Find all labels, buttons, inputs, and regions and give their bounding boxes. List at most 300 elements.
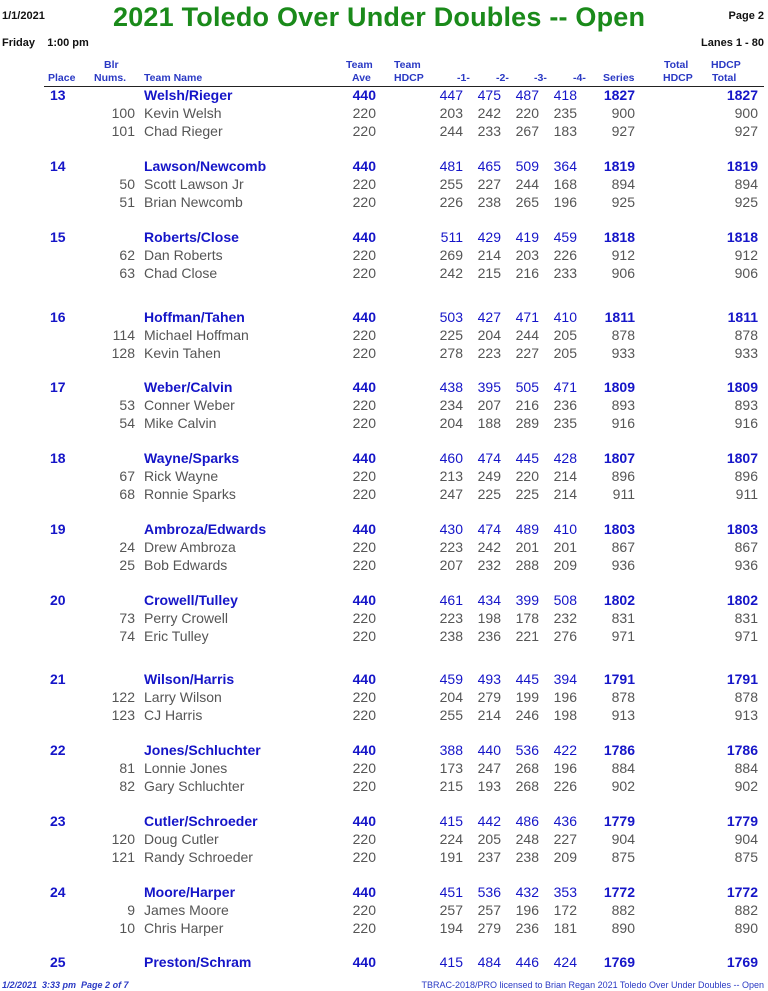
bowler-hdcp-total: 933 bbox=[734, 345, 758, 361]
bowler-average: 220 bbox=[352, 397, 376, 413]
team-row bbox=[0, 883, 768, 901]
col-blr-top: Blr bbox=[104, 59, 119, 71]
bowler-hdcp-total: 902 bbox=[734, 778, 758, 794]
bowler-game-3: 267 bbox=[515, 123, 539, 139]
bowler-game-3: 244 bbox=[515, 176, 539, 192]
bowler-average: 220 bbox=[352, 628, 376, 644]
team-average: 440 bbox=[352, 87, 376, 103]
bowler-game-4: 205 bbox=[553, 327, 577, 343]
bowler-series: 904 bbox=[611, 831, 635, 847]
team-series: 1802 bbox=[603, 592, 635, 608]
team-game-1: 430 bbox=[439, 521, 463, 537]
team-game-2: 475 bbox=[477, 87, 501, 103]
bowler-game-3: 216 bbox=[515, 265, 539, 281]
bowler-game-1: 269 bbox=[439, 247, 463, 263]
team-game-1: 447 bbox=[439, 87, 463, 103]
bowler-row bbox=[0, 538, 768, 556]
team-hdcp-total: 1803 bbox=[726, 521, 758, 537]
team-game-3: 486 bbox=[515, 813, 539, 829]
bowler-average: 220 bbox=[352, 920, 376, 936]
team-row bbox=[0, 157, 768, 175]
team-series: 1809 bbox=[603, 379, 635, 395]
team-game-3: 471 bbox=[515, 309, 539, 325]
bowler-row bbox=[0, 627, 768, 645]
bowler-row bbox=[0, 919, 768, 937]
bowler-game-1: 226 bbox=[439, 194, 463, 210]
bowler-game-2: 237 bbox=[477, 849, 501, 865]
bowler-average: 220 bbox=[352, 760, 376, 776]
team-average: 440 bbox=[352, 229, 376, 245]
col-team-hdcp-top: Team bbox=[394, 59, 421, 71]
bowler-game-3: 244 bbox=[515, 327, 539, 343]
team-game-2: 474 bbox=[477, 450, 501, 466]
team-hdcp-total: 1772 bbox=[726, 884, 758, 900]
bowler-series: 831 bbox=[611, 610, 635, 626]
col-team-hdcp-bottom: HDCP bbox=[394, 72, 424, 84]
team-name: Preston/Schram bbox=[144, 954, 252, 970]
team-row bbox=[0, 741, 768, 759]
bowler-number: 51 bbox=[119, 194, 135, 210]
team-game-3: 419 bbox=[515, 229, 539, 245]
bowler-name: Perry Crowell bbox=[144, 610, 229, 626]
page-number: Page 2 bbox=[728, 10, 764, 22]
team-game-4: 353 bbox=[553, 884, 577, 900]
bowler-series: 902 bbox=[611, 778, 635, 794]
bowler-game-3: 220 bbox=[515, 105, 539, 121]
team-name: Hoffman/Tahen bbox=[144, 309, 245, 325]
team-row bbox=[0, 86, 768, 104]
bowler-game-2: 279 bbox=[477, 920, 501, 936]
bowler-game-1: 242 bbox=[439, 265, 463, 281]
bowler-average: 220 bbox=[352, 902, 376, 918]
bowler-name: Kevin Tahen bbox=[144, 345, 221, 361]
team-series: 1791 bbox=[603, 671, 635, 687]
bowler-game-1: 191 bbox=[439, 849, 463, 865]
bowler-game-1: 255 bbox=[439, 176, 463, 192]
bowler-hdcp-total: 893 bbox=[734, 397, 758, 413]
bowler-game-3: 248 bbox=[515, 831, 539, 847]
team-game-2: 427 bbox=[477, 309, 501, 325]
bowler-hdcp-total: 900 bbox=[734, 105, 758, 121]
bowler-name: Michael Hoffman bbox=[144, 327, 249, 343]
bowler-series: 913 bbox=[611, 707, 635, 723]
lanes-info: Lanes 1 - 80 bbox=[701, 37, 764, 49]
team-game-4: 428 bbox=[553, 450, 577, 466]
bowler-average: 220 bbox=[352, 849, 376, 865]
bowler-name: Conner Weber bbox=[144, 397, 235, 413]
team-average: 440 bbox=[352, 671, 376, 687]
team-hdcp-total: 1809 bbox=[726, 379, 758, 395]
bowler-game-1: 247 bbox=[439, 486, 463, 502]
team-average: 440 bbox=[352, 158, 376, 174]
team-name: Jones/Schluchter bbox=[144, 742, 261, 758]
team-game-1: 415 bbox=[439, 813, 463, 829]
bowler-name: Gary Schluchter bbox=[144, 778, 245, 794]
bowler-number: 101 bbox=[111, 123, 135, 139]
bowler-game-2: 214 bbox=[477, 247, 501, 263]
bowler-game-1: 204 bbox=[439, 689, 463, 705]
bowler-name: Kevin Welsh bbox=[144, 105, 222, 121]
col-hdcp-total-top: HDCP bbox=[711, 59, 741, 71]
bowler-game-4: 227 bbox=[553, 831, 577, 847]
bowler-number: 81 bbox=[119, 760, 135, 776]
bowler-game-2: 223 bbox=[477, 345, 501, 361]
bowler-game-2: 232 bbox=[477, 557, 501, 573]
bowler-game-4: 172 bbox=[553, 902, 577, 918]
bowler-game-1: 255 bbox=[439, 707, 463, 723]
bowler-game-4: 198 bbox=[553, 707, 577, 723]
bowler-row bbox=[0, 467, 768, 485]
bowler-game-3: 216 bbox=[515, 397, 539, 413]
bowler-average: 220 bbox=[352, 778, 376, 794]
bowler-number: 25 bbox=[119, 557, 135, 573]
bowler-game-3: 246 bbox=[515, 707, 539, 723]
bowler-hdcp-total: 912 bbox=[734, 247, 758, 263]
col-blr-bottom: Nums. bbox=[94, 72, 127, 84]
bowler-row bbox=[0, 175, 768, 193]
team-name: Weber/Calvin bbox=[144, 379, 233, 395]
bowler-average: 220 bbox=[352, 123, 376, 139]
team-hdcp-total: 1819 bbox=[726, 158, 758, 174]
footer-printed: 1/2/2021 3:33 pm Page 2 of 7 bbox=[2, 980, 129, 990]
team-game-1: 459 bbox=[439, 671, 463, 687]
team-game-2: 484 bbox=[477, 954, 501, 970]
team-game-3: 445 bbox=[515, 671, 539, 687]
team-game-1: 503 bbox=[439, 309, 463, 325]
bowler-game-1: 238 bbox=[439, 628, 463, 644]
bowler-row bbox=[0, 901, 768, 919]
team-row bbox=[0, 308, 768, 326]
bowler-series: 878 bbox=[611, 689, 635, 705]
team-game-4: 422 bbox=[553, 742, 577, 758]
bowler-average: 220 bbox=[352, 557, 376, 573]
bowler-row bbox=[0, 777, 768, 795]
team-series: 1769 bbox=[603, 954, 635, 970]
team-game-1: 438 bbox=[439, 379, 463, 395]
bowler-hdcp-total: 925 bbox=[734, 194, 758, 210]
bowler-game-4: 232 bbox=[553, 610, 577, 626]
bowler-game-3: 236 bbox=[515, 920, 539, 936]
session-info: Friday 1:00 pm bbox=[2, 37, 89, 49]
team-series: 1819 bbox=[603, 158, 635, 174]
bowler-series: 867 bbox=[611, 539, 635, 555]
col-game-2: -2- bbox=[496, 72, 509, 84]
bowler-row bbox=[0, 830, 768, 848]
team-row bbox=[0, 228, 768, 246]
bowler-series: 911 bbox=[612, 486, 635, 502]
bowler-game-2: 279 bbox=[477, 689, 501, 705]
bowler-game-3: 178 bbox=[515, 610, 539, 626]
team-series: 1803 bbox=[603, 521, 635, 537]
team-place: 18 bbox=[50, 450, 66, 466]
bowler-game-2: 225 bbox=[477, 486, 501, 502]
team-series: 1818 bbox=[603, 229, 635, 245]
bowler-hdcp-total: 904 bbox=[734, 831, 758, 847]
bowler-game-2: 188 bbox=[477, 415, 501, 431]
bowler-hdcp-total: 971 bbox=[734, 628, 758, 644]
bowler-number: 62 bbox=[119, 247, 135, 263]
bowler-number: 50 bbox=[119, 176, 135, 192]
bowler-game-1: 194 bbox=[439, 920, 463, 936]
team-game-2: 493 bbox=[477, 671, 501, 687]
bowler-row bbox=[0, 104, 768, 122]
bowler-game-4: 196 bbox=[553, 689, 577, 705]
team-game-4: 436 bbox=[553, 813, 577, 829]
bowler-row bbox=[0, 414, 768, 432]
team-place: 20 bbox=[50, 592, 66, 608]
team-name: Crowell/Tulley bbox=[144, 592, 238, 608]
bowler-number: 114 bbox=[112, 327, 135, 343]
team-game-3: 489 bbox=[515, 521, 539, 537]
bowler-number: 120 bbox=[111, 831, 135, 847]
bowler-series: 912 bbox=[611, 247, 635, 263]
bowler-name: Scott Lawson Jr bbox=[144, 176, 244, 192]
team-game-3: 509 bbox=[515, 158, 539, 174]
bowler-series: 893 bbox=[611, 397, 635, 413]
team-place: 13 bbox=[50, 87, 66, 103]
bowler-series: 875 bbox=[611, 849, 635, 865]
bowler-game-1: 257 bbox=[439, 902, 463, 918]
bowler-average: 220 bbox=[352, 831, 376, 847]
bowler-game-3: 268 bbox=[515, 778, 539, 794]
bowler-hdcp-total: 913 bbox=[734, 707, 758, 723]
bowler-row bbox=[0, 759, 768, 777]
bowler-name: Brian Newcomb bbox=[144, 194, 243, 210]
team-average: 440 bbox=[352, 521, 376, 537]
bowler-average: 220 bbox=[352, 415, 376, 431]
bowler-name: Randy Schroeder bbox=[144, 849, 253, 865]
bowler-average: 220 bbox=[352, 486, 376, 502]
bowler-game-3: 238 bbox=[515, 849, 539, 865]
bowler-game-1: 207 bbox=[439, 557, 463, 573]
team-average: 440 bbox=[352, 450, 376, 466]
bowler-row bbox=[0, 344, 768, 362]
bowler-hdcp-total: 875 bbox=[734, 849, 758, 865]
col-total-hdcp-bottom: HDCP bbox=[663, 72, 693, 84]
bowler-series: 882 bbox=[611, 902, 635, 918]
bowler-row bbox=[0, 609, 768, 627]
team-place: 23 bbox=[50, 813, 66, 829]
bowler-number: 67 bbox=[119, 468, 135, 484]
bowler-hdcp-total: 878 bbox=[734, 327, 758, 343]
bowler-game-4: 236 bbox=[553, 397, 577, 413]
team-name: Moore/Harper bbox=[144, 884, 236, 900]
bowler-row bbox=[0, 326, 768, 344]
bowler-name: Chad Rieger bbox=[144, 123, 223, 139]
bowler-name: Doug Cutler bbox=[144, 831, 219, 847]
bowler-row bbox=[0, 193, 768, 211]
bowler-number: 121 bbox=[111, 849, 135, 865]
team-row bbox=[0, 520, 768, 538]
team-game-4: 364 bbox=[553, 158, 577, 174]
bowler-game-2: 214 bbox=[477, 707, 501, 723]
bowler-game-1: 204 bbox=[439, 415, 463, 431]
bowler-series: 896 bbox=[611, 468, 635, 484]
bowler-game-1: 234 bbox=[439, 397, 463, 413]
team-game-4: 424 bbox=[553, 954, 577, 970]
bowler-name: Chris Harper bbox=[144, 920, 224, 936]
team-name: Roberts/Close bbox=[144, 229, 239, 245]
bowler-series: 933 bbox=[611, 345, 635, 361]
team-game-3: 536 bbox=[515, 742, 539, 758]
bowler-game-3: 265 bbox=[515, 194, 539, 210]
col-place: Place bbox=[48, 72, 76, 84]
bowler-average: 220 bbox=[352, 247, 376, 263]
bowler-series: 900 bbox=[611, 105, 635, 121]
bowler-game-4: 226 bbox=[553, 778, 577, 794]
bowler-game-1: 203 bbox=[439, 105, 463, 121]
bowler-average: 220 bbox=[352, 327, 376, 343]
bowler-game-1: 213 bbox=[439, 468, 463, 484]
team-average: 440 bbox=[352, 813, 376, 829]
bowler-series: 884 bbox=[611, 760, 635, 776]
team-game-2: 442 bbox=[477, 813, 501, 829]
bowler-game-4: 233 bbox=[553, 265, 577, 281]
bowler-game-3: 199 bbox=[515, 689, 539, 705]
bowler-game-2: 215 bbox=[477, 265, 501, 281]
team-game-3: 487 bbox=[515, 87, 539, 103]
footer-license: TBRAC-2018/PRO licensed to Brian Regan 2021 Toledo Over Under Doubles -- Open bbox=[421, 980, 764, 990]
team-game-4: 410 bbox=[553, 521, 577, 537]
bowler-game-4: 181 bbox=[553, 920, 577, 936]
bowler-average: 220 bbox=[352, 176, 376, 192]
team-place: 15 bbox=[50, 229, 66, 245]
bowler-name: Rick Wayne bbox=[144, 468, 219, 484]
team-hdcp-total: 1791 bbox=[726, 671, 758, 687]
team-hdcp-total: 1811 bbox=[727, 309, 758, 325]
team-row bbox=[0, 449, 768, 467]
bowler-hdcp-total: 894 bbox=[734, 176, 758, 192]
team-place: 21 bbox=[50, 671, 66, 687]
bowler-series: 894 bbox=[611, 176, 635, 192]
bowler-number: 123 bbox=[111, 707, 135, 723]
bowler-game-3: 227 bbox=[515, 345, 539, 361]
bowler-game-4: 196 bbox=[553, 194, 577, 210]
bowler-game-2: 207 bbox=[477, 397, 501, 413]
bowler-game-3: 201 bbox=[515, 539, 539, 555]
bowler-name: Larry Wilson bbox=[144, 689, 222, 705]
bowler-number: 82 bbox=[119, 778, 135, 794]
report-date: 1/1/2021 bbox=[2, 10, 45, 22]
col-game-4: -4- bbox=[573, 72, 586, 84]
team-hdcp-total: 1827 bbox=[726, 87, 758, 103]
team-game-2: 429 bbox=[477, 229, 501, 245]
bowler-number: 122 bbox=[111, 689, 135, 705]
team-name: Wilson/Harris bbox=[144, 671, 235, 687]
col-series: Series bbox=[603, 72, 635, 84]
bowler-game-2: 238 bbox=[477, 194, 501, 210]
bowler-game-3: 196 bbox=[515, 902, 539, 918]
bowler-game-3: 221 bbox=[515, 628, 539, 644]
team-series: 1807 bbox=[603, 450, 635, 466]
bowler-game-2: 204 bbox=[477, 327, 501, 343]
bowler-average: 220 bbox=[352, 610, 376, 626]
team-game-3: 445 bbox=[515, 450, 539, 466]
bowler-name: Ronnie Sparks bbox=[144, 486, 236, 502]
bowler-row bbox=[0, 688, 768, 706]
team-game-4: 410 bbox=[553, 309, 577, 325]
bowler-name: Drew Ambroza bbox=[144, 539, 236, 555]
team-game-2: 536 bbox=[477, 884, 501, 900]
team-game-4: 508 bbox=[553, 592, 577, 608]
bowler-game-2: 193 bbox=[477, 778, 501, 794]
bowler-name: Lonnie Jones bbox=[144, 760, 228, 776]
bowler-row bbox=[0, 122, 768, 140]
team-average: 440 bbox=[352, 954, 376, 970]
team-hdcp-total: 1779 bbox=[726, 813, 758, 829]
bowler-number: 68 bbox=[119, 486, 135, 502]
team-row bbox=[0, 591, 768, 609]
team-place: 19 bbox=[50, 521, 66, 537]
team-game-3: 446 bbox=[515, 954, 539, 970]
bowler-game-2: 247 bbox=[477, 760, 501, 776]
bowler-hdcp-total: 884 bbox=[734, 760, 758, 776]
team-name: Lawson/Newcomb bbox=[144, 158, 267, 174]
col-team-ave-bottom: Ave bbox=[352, 72, 371, 84]
bowler-name: Dan Roberts bbox=[144, 247, 223, 263]
bowler-game-4: 214 bbox=[553, 468, 577, 484]
bowler-row bbox=[0, 848, 768, 866]
bowler-row bbox=[0, 556, 768, 574]
team-place: 14 bbox=[50, 158, 66, 174]
bowler-hdcp-total: 867 bbox=[734, 539, 758, 555]
bowler-series: 936 bbox=[611, 557, 635, 573]
bowler-game-1: 225 bbox=[439, 327, 463, 343]
bowler-game-4: 196 bbox=[553, 760, 577, 776]
bowler-game-1: 215 bbox=[439, 778, 463, 794]
team-place: 16 bbox=[50, 309, 66, 325]
bowler-game-4: 276 bbox=[553, 628, 577, 644]
bowler-game-4: 226 bbox=[553, 247, 577, 263]
bowler-hdcp-total: 831 bbox=[734, 610, 758, 626]
bowler-number: 54 bbox=[119, 415, 135, 431]
bowler-series: 971 bbox=[611, 628, 635, 644]
team-game-2: 440 bbox=[477, 742, 501, 758]
bowler-game-4: 201 bbox=[553, 539, 577, 555]
team-game-2: 474 bbox=[477, 521, 501, 537]
bowler-game-1: 223 bbox=[439, 539, 463, 555]
bowler-game-4: 168 bbox=[553, 176, 577, 192]
bowler-number: 53 bbox=[119, 397, 135, 413]
bowler-game-3: 289 bbox=[515, 415, 539, 431]
bowler-name: CJ Harris bbox=[144, 707, 203, 723]
bowler-game-1: 224 bbox=[439, 831, 463, 847]
bowler-average: 220 bbox=[352, 539, 376, 555]
bowler-game-4: 235 bbox=[553, 105, 577, 121]
bowler-average: 220 bbox=[352, 105, 376, 121]
bowler-row bbox=[0, 264, 768, 282]
bowler-game-2: 227 bbox=[477, 176, 501, 192]
bowler-game-3: 203 bbox=[515, 247, 539, 263]
team-average: 440 bbox=[352, 592, 376, 608]
team-hdcp-total: 1807 bbox=[726, 450, 758, 466]
bowler-name: Eric Tulley bbox=[144, 628, 209, 644]
bowler-row bbox=[0, 246, 768, 264]
bowler-hdcp-total: 890 bbox=[734, 920, 758, 936]
team-row bbox=[0, 378, 768, 396]
bowler-game-2: 233 bbox=[477, 123, 501, 139]
bowler-game-2: 242 bbox=[477, 539, 501, 555]
col-game-1: -1- bbox=[457, 72, 470, 84]
col-game-3: -3- bbox=[534, 72, 547, 84]
team-place: 25 bbox=[50, 954, 66, 970]
bowler-game-1: 244 bbox=[439, 123, 463, 139]
bowler-series: 927 bbox=[611, 123, 635, 139]
team-place: 17 bbox=[50, 379, 66, 395]
team-game-1: 388 bbox=[439, 742, 463, 758]
team-game-1: 415 bbox=[439, 954, 463, 970]
bowler-hdcp-total: 916 bbox=[734, 415, 758, 431]
